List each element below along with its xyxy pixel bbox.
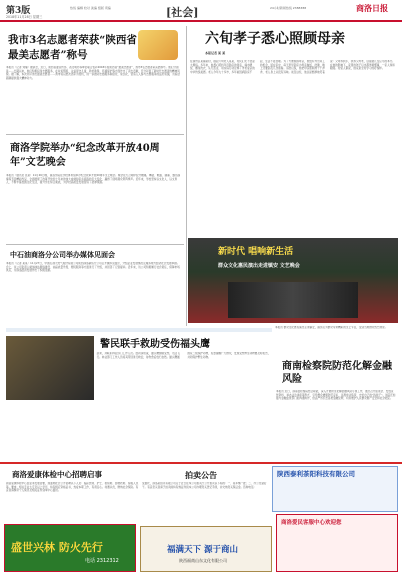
headline-filial-son: 六旬孝子悉心照顾母亲 bbox=[205, 31, 345, 47]
divider bbox=[6, 244, 184, 245]
volunteer-photo bbox=[138, 30, 178, 60]
divider bbox=[6, 134, 184, 135]
article-volunteers-body: 本报讯（记者 刘瑞）据消息，近日，陕西省委宣传部、省文明办等单位联合表彰2018年度陕西省“最美志愿者”，我市3名志愿者荣获此称号。他们分别是……长期以来，他们积极投身志愿服务，在扶贫帮困、关爱留守儿童、助老助残、环境保护等方面作出了突出贡献，充分彰显了新时代志愿者的精神风貌。据了解，本次共评选出最美志愿者……我市将以此次表彰为契机，进一步推动志愿服务制度化、常态化，营造人人参与志愿服务的良好氛围，为追赶超越提供强大精神动力。 bbox=[6, 66, 180, 80]
headline-gala: 商洛学院举办“纪念改革开放40周年”文艺晚会 bbox=[10, 143, 160, 168]
performers bbox=[228, 282, 358, 318]
ad-auction-title: 拍卖公告 bbox=[185, 470, 217, 480]
ad-brand-box bbox=[140, 526, 272, 572]
ad-forest-fire bbox=[4, 524, 136, 572]
page-header bbox=[0, 0, 402, 22]
ad-brand-slogan: 福满天下 源于商山 bbox=[167, 545, 238, 555]
article-filial-son-body: 在商州区某镇某村，提起六旬老人某某，村民们无不竖起大拇指。多年来，他悉心照料年迈卧床的母亲，端水喂饭、擦身洗衣，从无怨言，用实际行动诠释了孝老爱亲的中华传统美德。老人今年九十多岁，多年前因病卧床不起，生活不能自理。为了方便照顾母亲，他放弃外出务工的机会，留在家中，每天早早起床为母亲做饭、洗漱，晚上还要起夜几次照看。邻居们说，他把母亲照顾得干干净净，老人身上从没有异味。谈及这些，他总是憨厚地笑着说：父母养我小，我养父母老，这是做儿女应尽的本分。在他的影响下，家里的孩子们也都孝顺懂事，一家人和和睦睦。村里人都说，他家是全村学习的好榜样。 bbox=[190, 60, 395, 74]
article-gala-body: 本报讯（通讯员 张某）11月26日晚，商洛学院在学校体育馆举办纪念改革开放40周年文艺晚会。晚会在大合唱中拉开帷幕，舞蹈、歌曲、朗诵、器乐演奏等节目精彩纷呈，全面展现了改革开放四十年来的伟大成就和家乡商洛的巨大变化，赢得了现场观众阵阵掌声。近年来，学校坚持以文化人、以文育人，不断丰富校园文化生活，提升学生综合素质，为学校高质量发展营造了浓厚氛围。 bbox=[6, 174, 181, 185]
band bbox=[6, 328, 272, 332]
article-petrochina-body: 本报讯（记者 某某）11月27日，中国石油天然气股份有限公司陕西商洛销售分公司召开媒体见面会，介绍企业发展情况及服务地方经济社会发展举措。会上，该公司负责人就加油站网络建设、油品质量升级、便民服务等方面进行了介绍，并回答了记者提问。近年来，该公司积极履行社会责任，保障市场供应，为商洛经济发展作出了积极贡献。 bbox=[6, 262, 180, 273]
ad-auction-body: 受委托，商洛某拍卖有限公司定于近日在本公司拍卖厅公开拍卖以下标的：一、某车辆一批；二、办公设备若干。有意竞买者请于拍卖前持有效证件到本公司办理竞买登记手续，并交纳竞买保证金。咨询电话： bbox=[142, 482, 267, 489]
ad-mall-box bbox=[276, 514, 398, 572]
section-title: [社会] bbox=[166, 6, 199, 19]
headline-procuratorate: 商南检察院防范化解金融风险 bbox=[282, 361, 392, 385]
article-procuratorate-body: 本报讯 近日，商南县检察院结合职能，深入开展防范化解金融风险专项工作，通过召开座谈会、发放宣传资料、举办法治讲座等形式，引导群众增强防范意识，远离非法集资，守好自己的“钱袋子”。该院还加强与金融监管部门的沟通协作，依法严厉打击各类金融犯罪，切实维护人民群众财产安全和社会稳定。 bbox=[276, 390, 396, 401]
photo-banner-line1: 新时代 唱响新生活 bbox=[218, 247, 294, 257]
ad-recruit-body: 商洛爱康体检中心因业务发展需要，现面向社会公开招聘以下人员：临床医师、护士、检验师、影像技师、客服人员等。要求：相关专业大专及以上学历，持有相应资格证书，热爱本职工作，有责任心。待遇从优，缴纳社会保险。有意者请携带个人简历及相关证件到本中心面试。 bbox=[6, 482, 139, 493]
headline-owl-rescue: 警民联手救助受伤福头鹰 bbox=[100, 339, 210, 350]
byline: 本报记者 某 某 bbox=[205, 51, 226, 55]
column-divider bbox=[186, 26, 187, 326]
headline-volunteers: 我市3名志愿者荣获“陕西省最美志愿者”称号 bbox=[8, 34, 137, 61]
ad-brand-sub: 陕西福商山东文化有限公司 bbox=[179, 558, 227, 563]
issue-date: 2018年11月28日 星期三 bbox=[6, 15, 43, 19]
header-staff: 热线 编辑 校对 美编 组版 责编 bbox=[70, 6, 111, 10]
ad-section-rule bbox=[0, 462, 402, 464]
header-rule bbox=[0, 20, 402, 22]
article-owl-body: 起来，并联系林业部门工作人员。经初步检查，猫头鹰翅膀受伤，无法飞行。林业部门工作人员将其带回进行救治，待伤愈后放归自然。猫头鹰属国家二级保护动物，民警提醒广大群众，发现受伤野生动物要及时报告，共同保护野生动物。 bbox=[96, 352, 271, 359]
ad-recruit-title: 商洛爱康体检中心招聘启事 bbox=[12, 470, 102, 479]
page-number: 第3版 bbox=[6, 6, 31, 16]
ad-mall-title: 商洛爱民客服中心欢迎您 bbox=[281, 520, 342, 526]
photo-caption: 本报讯 群众文化惠民演出走进镇安，演员们为群众带来精彩的文艺节目，受到当地群众热烈欢迎。 bbox=[275, 326, 388, 329]
ad-company-box bbox=[272, 466, 398, 512]
ad-company-title: 陕西泰利茶阳科技有限公司 bbox=[277, 470, 355, 478]
ad-forest-fire-slogan: 盛世兴林 防火先行 bbox=[11, 541, 103, 554]
owl-photo bbox=[6, 336, 94, 400]
photo-banner-line2: 群众文化惠民演出走进镇安 文艺晚会 bbox=[218, 263, 300, 269]
ad-forest-fire-tel: 电话 2312312 bbox=[85, 558, 119, 564]
news-hotline: 24小时新闻热线 2388388 bbox=[270, 6, 307, 10]
newspaper-logo: 商洛日报 bbox=[356, 3, 388, 13]
performance-photo bbox=[188, 238, 398, 323]
headline-petrochina: 中石油商洛分公司举办媒体见面会 bbox=[10, 250, 115, 259]
